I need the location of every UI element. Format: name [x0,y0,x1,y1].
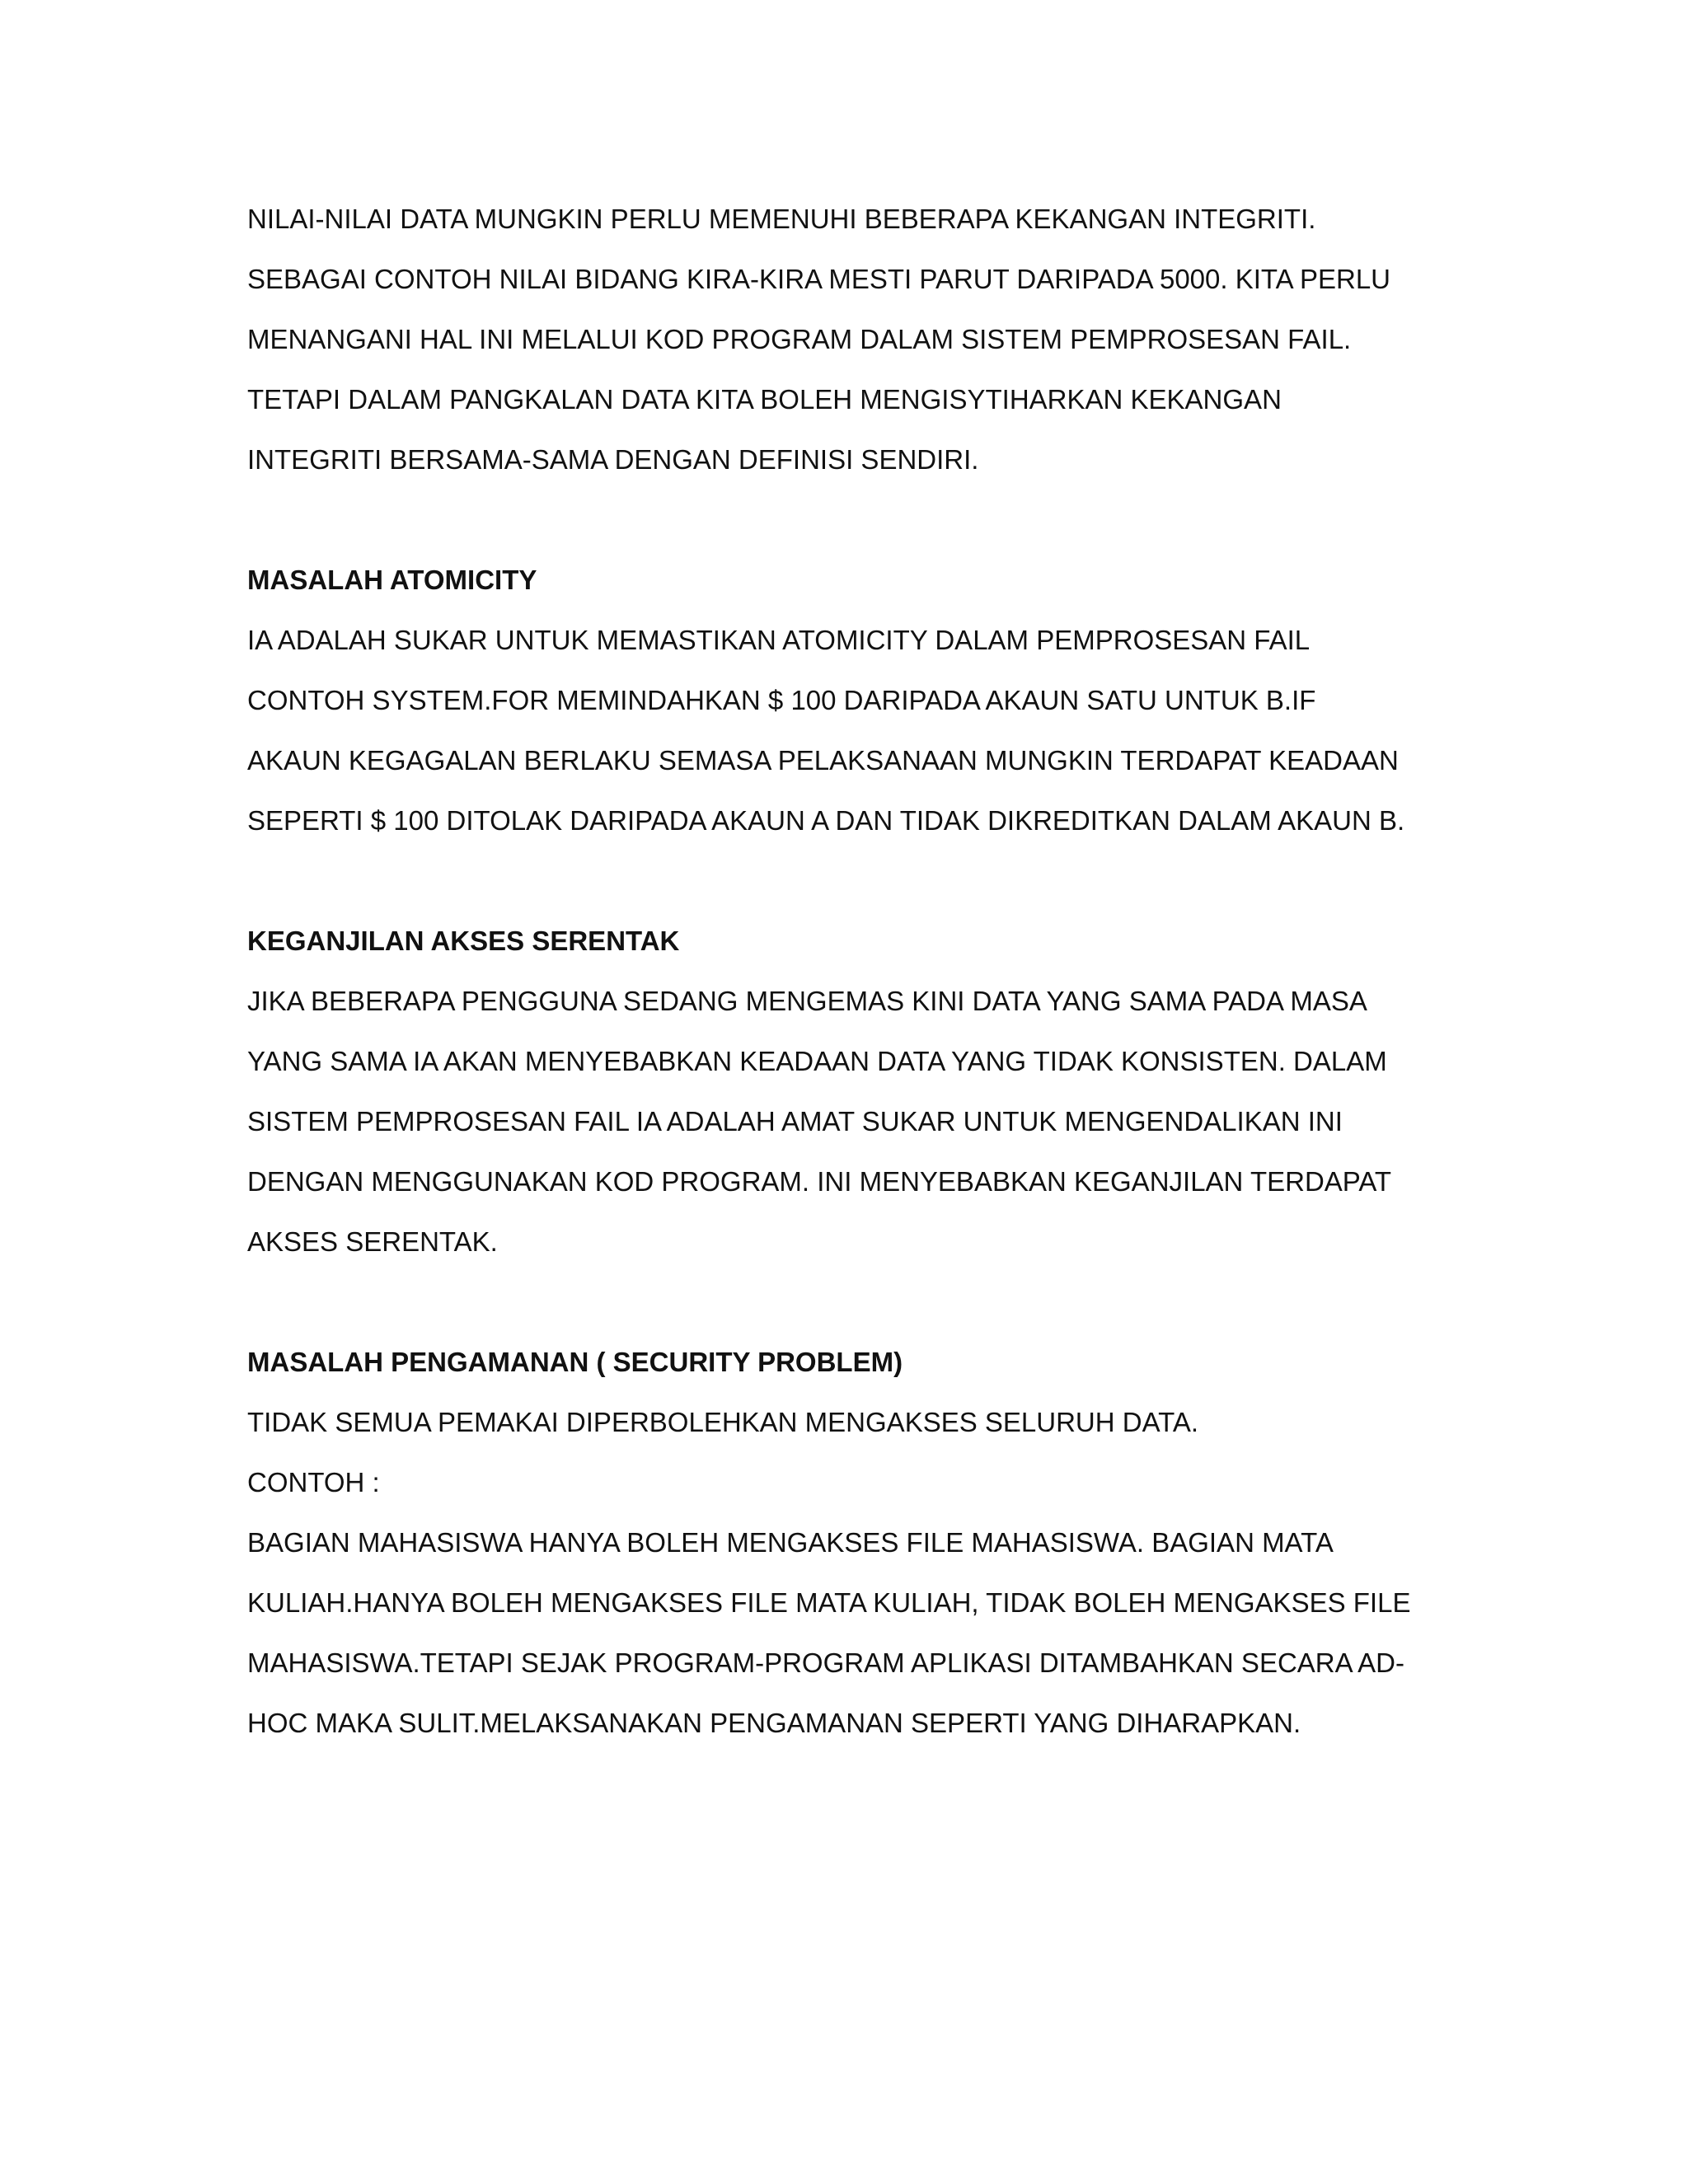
paragraph-line: TIDAK SEMUA PEMAKAI DIPERBOLEHKAN MENGAKSES SELURUH DATA. [247,1407,1199,1437]
paragraph-line: AKSES SERENTAK. [247,1226,498,1257]
paragraph-line: AKAUN KEGAGALAN BERLAKU SEMASA PELAKSANAAN MUNGKIN TERDAPAT KEADAAN [247,745,1399,776]
section-spacer [247,1277,1484,1338]
paragraph-line: KULIAH.HANYA BOLEH MENGAKSES FILE MATA KULIAH, TIDAK BOLEH MENGAKSES FILE [247,1587,1411,1618]
paragraph-line: SISTEM PEMPROSESAN FAIL IA ADALAH AMAT SUKAR UNTUK MENGENDALIKAN INI [247,1106,1343,1137]
paragraph-line: SEPERTI $ 100 DITOLAK DARIPADA AKAUN A DAN TIDAK DIKREDITKAN DALAM AKAUN B. [247,805,1405,836]
paragraph-line: INTEGRITI BERSAMA-SAMA DENGAN DEFINISI SENDIRI. [247,444,979,475]
paragraph-line: MENANGANI HAL INI MELALUI KOD PROGRAM DALAM SISTEM PEMPROSESAN FAIL. [247,324,1352,354]
section-heading: MASALAH PENGAMANAN ( SECURITY PROBLEM) [247,1347,903,1377]
paragraph-line: CONTOH : [247,1467,380,1497]
section-spacer [247,495,1484,555]
paragraph-line: MAHASISWA.TETAPI SEJAK PROGRAM-PROGRAM APLIKASI DITAMBAHKAN SECARA AD- [247,1647,1404,1678]
document-body [247,194,1484,1759]
section-heading: KEGANJILAN AKSES SERENTAK [247,926,680,956]
paragraph-line: SEBAGAI CONTOH NILAI BIDANG KIRA-KIRA MESTI PARUT DARIPADA 5000. KITA PERLU [247,264,1390,294]
section-heading: MASALAH ATOMICITY [247,565,537,595]
paragraph-line: NILAI-NILAI DATA MUNGKIN PERLU MEMENUHI BEBERAPA KEKANGAN INTEGRITI. [247,204,1316,234]
paragraph-line: TETAPI DALAM PANGKALAN DATA KITA BOLEH MENGISYTIHARKAN KEKANGAN [247,384,1282,415]
intro-paragraph [247,194,1484,495]
section-atomicity [247,555,1484,856]
paragraph-line: HOC MAKA SULIT.MELAKSANAKAN PENGAMANAN SEPERTI YANG DIHARAPKAN. [247,1708,1301,1738]
paragraph-line: BAGIAN MAHASISWA HANYA BOLEH MENGAKSES FILE MAHASISWA. BAGIAN MATA [247,1527,1334,1558]
section-spacer [247,856,1484,916]
section-concurrent-access [247,916,1484,1277]
paragraph-line: JIKA BEBERAPA PENGGUNA SEDANG MENGEMAS KINI DATA YANG SAMA PADA MASA [247,986,1367,1016]
paragraph-line: YANG SAMA IA AKAN MENYEBABKAN KEADAAN DATA YANG TIDAK KONSISTEN. DALAM [247,1046,1387,1076]
section-security [247,1338,1484,1759]
paragraph-line: IA ADALAH SUKAR UNTUK MEMASTIKAN ATOMICITY DALAM PEMPROSESAN FAIL [247,625,1311,655]
paragraph-line: CONTOH SYSTEM.FOR MEMINDAHKAN $ 100 DARIPADA AKAUN SATU UNTUK B.IF [247,685,1316,715]
paragraph-line: DENGAN MENGGUNAKAN KOD PROGRAM. INI MENYEBABKAN KEGANJILAN TERDAPAT [247,1166,1392,1197]
